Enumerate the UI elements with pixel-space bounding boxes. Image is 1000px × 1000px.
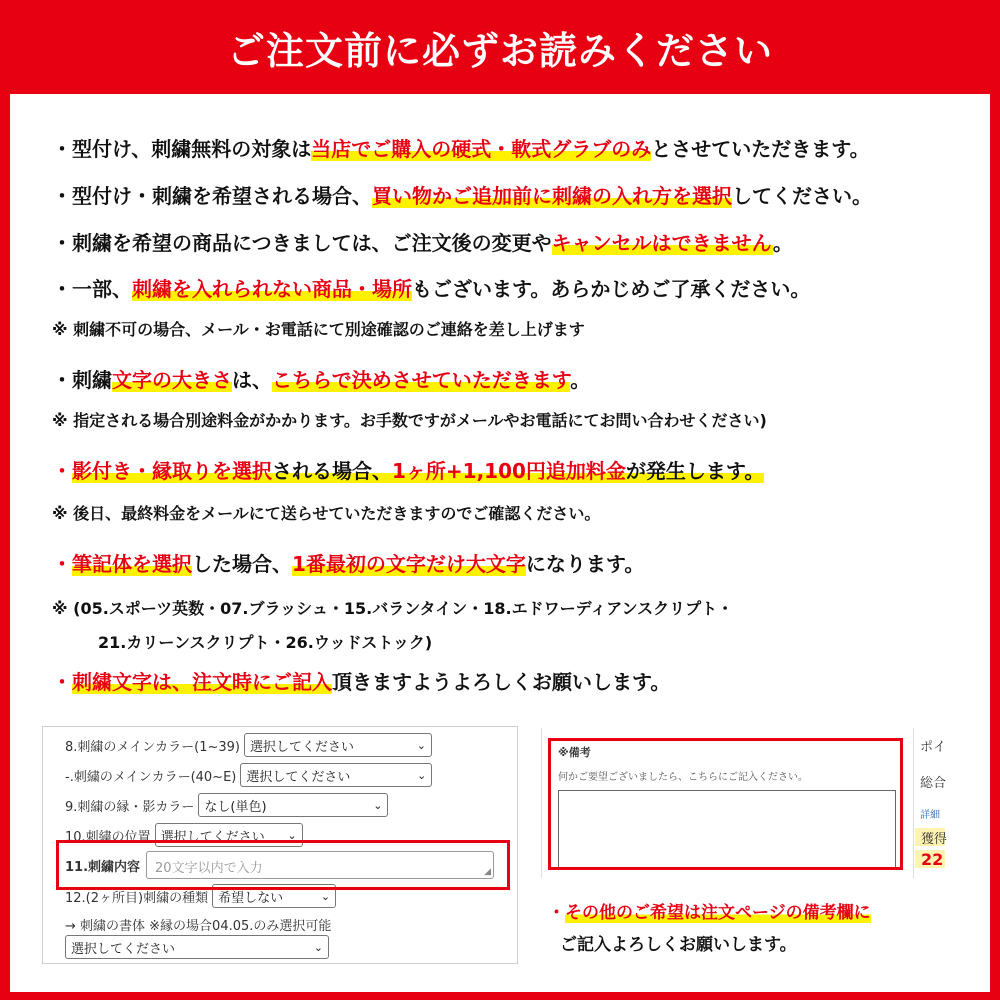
text: してください。 bbox=[732, 184, 872, 208]
field-label: 11.刺繍内容 bbox=[65, 859, 141, 875]
highlight-text: 刺繍を入れられない商品・場所 bbox=[132, 277, 412, 301]
main-color-1-select[interactable] bbox=[244, 733, 432, 757]
side-link[interactable]: 詳細 bbox=[920, 810, 940, 821]
notice-note-4: ※ 刺繍不可の場合、メール・お電話にて別途確認のご連絡を差し上げます bbox=[52, 320, 585, 339]
notice-line-2 bbox=[52, 180, 872, 209]
text: ・型付け・刺繍を希望される場合、 bbox=[52, 184, 372, 208]
text: 刺繍 bbox=[72, 368, 112, 392]
text: される場合、 bbox=[272, 459, 392, 483]
text: した場合、 bbox=[192, 552, 292, 576]
notice-line-8 bbox=[52, 666, 670, 695]
select-value: 選択してください bbox=[250, 739, 355, 755]
form-row-edge-color bbox=[65, 793, 388, 817]
notice-line-5 bbox=[52, 364, 590, 393]
highlight-text: 1ヶ所+1,100円追加料金 bbox=[392, 459, 626, 483]
order-summary-strip bbox=[913, 728, 948, 878]
field-label: 8.刺繍のメインカラー(1~39) bbox=[65, 739, 240, 755]
notice-line-1 bbox=[52, 133, 870, 162]
text: ・ bbox=[52, 368, 72, 392]
text: ・型付け、刺繍無料の対象は bbox=[52, 137, 312, 161]
side-text: 獲得 bbox=[915, 828, 945, 846]
highlight-text: キャンセルはできません bbox=[551, 231, 773, 255]
text: 。 bbox=[772, 231, 793, 255]
text: とさせていただきます。 bbox=[651, 137, 870, 161]
text: 。 bbox=[570, 368, 591, 392]
select-value: 選択してください bbox=[71, 941, 176, 957]
text: 頂きますようよろしくお願いします。 bbox=[332, 670, 671, 694]
notice-line-3 bbox=[52, 227, 793, 256]
chevron-down-icon: ⌄ bbox=[373, 798, 383, 812]
text: ・ bbox=[52, 552, 72, 576]
notice-line-7 bbox=[52, 548, 644, 577]
notes-caption-line-2: ご記入よろしくお願いします。 bbox=[560, 935, 797, 955]
text: が発生します。 bbox=[625, 459, 765, 483]
page-title: ご注文前に必ずお読みください bbox=[226, 28, 773, 73]
notice-note-5: ※ 指定される場合別途料金がかかります。お手数ですがメールやお電話にてお問い合わせください) bbox=[52, 411, 767, 430]
field-label: 9.刺繍の縁・影カラー bbox=[65, 799, 195, 815]
font-select[interactable] bbox=[65, 935, 329, 959]
select-value: なし(単色) bbox=[204, 799, 267, 815]
form-row-main-color-2 bbox=[65, 763, 432, 787]
select-value: 選択してください bbox=[160, 829, 265, 845]
select-value: 希望しない bbox=[218, 890, 284, 906]
text: ・ bbox=[52, 459, 72, 483]
form-row-font-label bbox=[65, 915, 331, 934]
input-placeholder: 20文字以内で入力 bbox=[155, 861, 263, 876]
highlight-text: 文字の大きさ bbox=[112, 368, 232, 392]
chevron-down-icon: ⌄ bbox=[320, 889, 331, 903]
side-text: ポイ bbox=[920, 740, 947, 755]
chevron-down-icon: ⌄ bbox=[313, 940, 323, 954]
chevron-down-icon: ⌄ bbox=[417, 768, 427, 782]
form-row-font-select bbox=[61, 935, 329, 959]
form-row-main-color-1 bbox=[65, 733, 432, 757]
notes-field-highlight-box bbox=[548, 738, 903, 870]
chevron-down-icon: ⌄ bbox=[287, 828, 297, 842]
text: は、 bbox=[232, 368, 272, 392]
highlight-text: 当店でご購入の硬式・軟式グラブのみ bbox=[311, 137, 652, 161]
notice-note-7b: 21.カリーンスクリプト・26.ウッドストック) bbox=[98, 633, 433, 652]
highlight-text: 影付き・縁取りを選択 bbox=[72, 459, 272, 483]
field-label: 10.刺繍の位置 bbox=[65, 829, 151, 845]
highlight-text: 1番最初の文字だけ大文字 bbox=[292, 552, 526, 576]
notice-header bbox=[0, 0, 1000, 94]
notice-note-6: ※ 後日、最終料金をメールにて送らせていただきますのでご確認ください。 bbox=[52, 504, 601, 523]
highlight-text: こちらで決めさせていただきます bbox=[272, 368, 571, 392]
chevron-down-icon: ⌄ bbox=[416, 738, 426, 752]
field-label: -.刺繍のメインカラー(40~E) bbox=[65, 769, 237, 785]
highlight-text: 刺繍文字は、注文時にご記入 bbox=[72, 670, 332, 694]
notes-caption-line-1 bbox=[548, 898, 871, 923]
side-text: 22 bbox=[915, 850, 945, 868]
notes-title: ※備考 bbox=[558, 746, 591, 759]
main-color-2-select[interactable] bbox=[240, 763, 432, 787]
highlight-text: その他のご希望は注文ページの備考欄に bbox=[565, 903, 871, 923]
highlight-text: 筆記体を選択 bbox=[72, 552, 192, 576]
text: もございます。あらかじめご了承ください。 bbox=[412, 277, 811, 301]
notice-line-4 bbox=[52, 273, 810, 302]
resize-grip-icon[interactable]: ◢ bbox=[484, 867, 492, 877]
notice-line-6 bbox=[52, 455, 764, 484]
text: ・ bbox=[52, 670, 72, 694]
text: になります。 bbox=[525, 552, 645, 576]
field-label: 12.(2ヶ所目)刺繍の種類 bbox=[65, 890, 209, 906]
text: ・ bbox=[548, 903, 565, 923]
content-field-highlight-box bbox=[56, 840, 510, 890]
edge-color-select[interactable] bbox=[198, 793, 388, 817]
notes-hint: 何かご要望ございましたら、こちらにご記入ください。 bbox=[558, 772, 808, 783]
text: ・刺繍を希望の商品につきましては、ご注文後の変更や bbox=[52, 231, 552, 255]
side-text: 総合 bbox=[920, 776, 947, 791]
notice-note-7a: ※ (05.スポーツ英数・07.ブラッシュ・15.バランタイン・18.エドワーディアンスクリプト・ bbox=[52, 599, 734, 618]
select-value: 選択してください bbox=[246, 769, 351, 785]
text: ・一部、 bbox=[52, 277, 132, 301]
highlight-text: 買い物かご追加前に刺繍の入れ方を選択 bbox=[372, 184, 732, 208]
field-label: → 刺繍の書体 ※縁の場合04.05.のみ選択可能 bbox=[65, 919, 332, 934]
